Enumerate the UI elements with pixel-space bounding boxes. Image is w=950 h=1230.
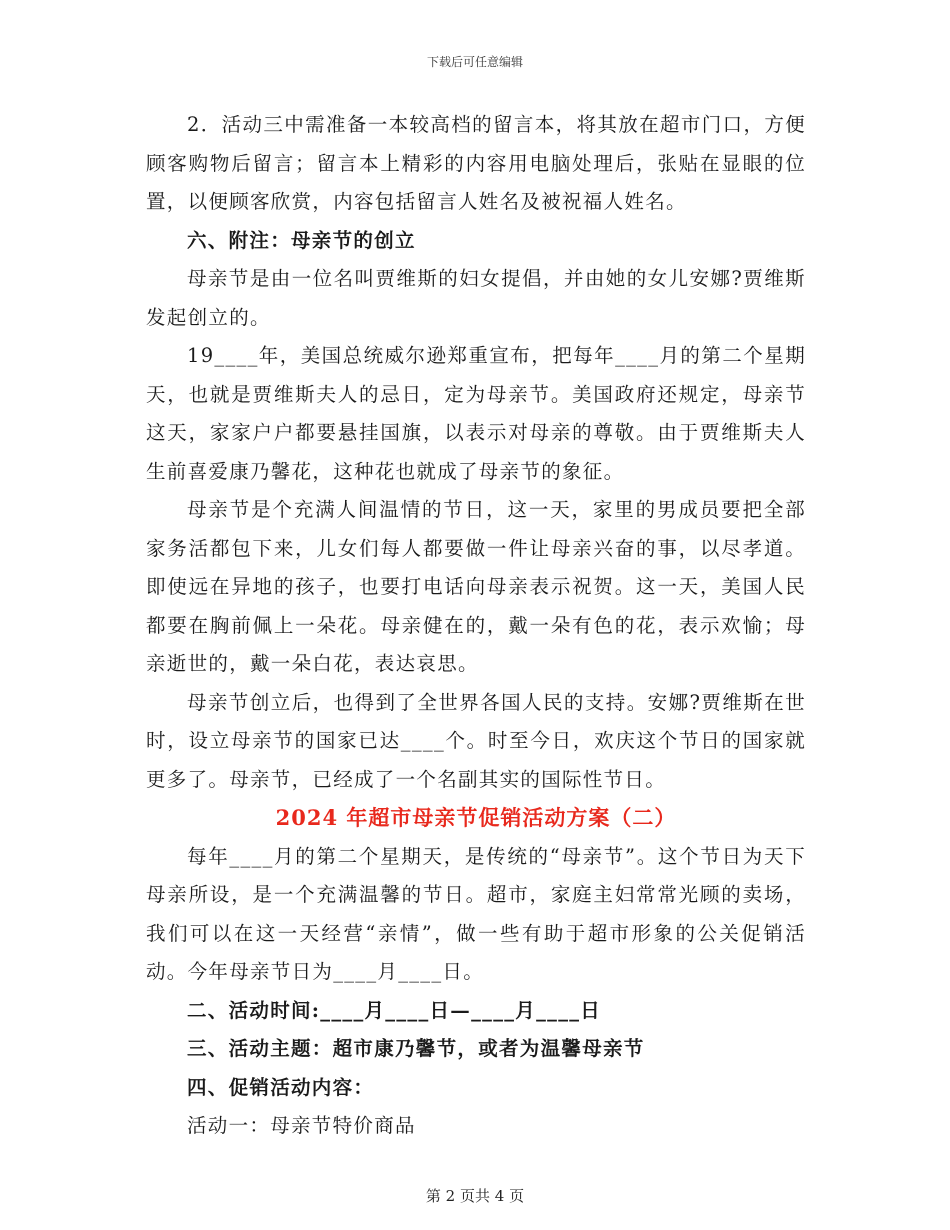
section-heading-content: 四、促销活动内容： [187, 1075, 375, 1099]
section-heading-theme: 三、活动主题：超市康乃馨节，或者为温馨母亲节 [187, 1037, 645, 1060]
document-body [146, 106, 806, 1146]
paragraph-international: 母亲节创立后，也得到了全世界各国人民的支持。安娜?贾维斯在世时，设立母亲节的国家已达____个。时至今日，欢庆这个节日的国家就更多了。母亲节，已经成了一个名副其实的国际性节日。 [146, 690, 806, 791]
paragraph-note-2: 2．活动三中需准备一本较高档的留言本，将其放在超市门口，方便顾客购物后留言；留言本上精彩的内容用电脑处理后，张贴在显眼的位置，以便顾客欣赏，内容包括留言人姓名及被祝福人姓名。 [146, 113, 806, 213]
paragraph-origin: 母亲节是由一位名叫贾维斯的妇女提倡，并由她的女儿安娜?贾维斯发起创立的。 [146, 267, 806, 329]
paragraph-intro: 每年____月的第二个星期天，是传统的“母亲节”。这个节日为天下母亲所设，是一个充满温馨的节日。超市，家庭主妇常常光顾的卖场，我们可以在这一天经营“亲情”，做一些有助于超市形象的公关促销活动。今年母亲节日为____月____日。 [146, 844, 806, 983]
activity-one: 活动一：母亲节特价商品 [187, 1114, 416, 1137]
page-header: 下载后可任意编辑 [426, 55, 523, 69]
paragraph-declaration: 19____年，美国总统威尔逊郑重宣布，把每年____月的第二个星期天，也就是贾维斯夫人的忌日，定为母亲节。美国政府还规定，母亲节这天，家家户户都要悬挂国旗，以表示对母亲的尊敬。由于贾维斯夫人生前喜爱康乃馨花，这种花也就成了母亲节的象征。 [146, 344, 806, 483]
section-heading-time: 二、活动时间:____月____日—____月____日 [187, 998, 602, 1022]
section-heading-appendix: 六、附注：母亲节的创立 [187, 228, 416, 252]
page-footer: 第 2 页共 4 页 [425, 1187, 525, 1205]
plan-title: 2024 年超市母亲节促销活动方案（二） [275, 805, 677, 830]
paragraph-customs: 母亲节是个充满人间温情的节日，这一天，家里的男成员要把全部家务活都包下来，儿女们每人都要做一件让母亲兴奋的事，以尽孝道。即使远在异地的孩子，也要打电话向母亲表示祝贺。这一天，美国人民都要在胸前佩上一朵花。母亲健在的，戴一朵有色的花，表示欢愉；母亲逝世的，戴一朵白花，表达哀思。 [146, 498, 806, 675]
